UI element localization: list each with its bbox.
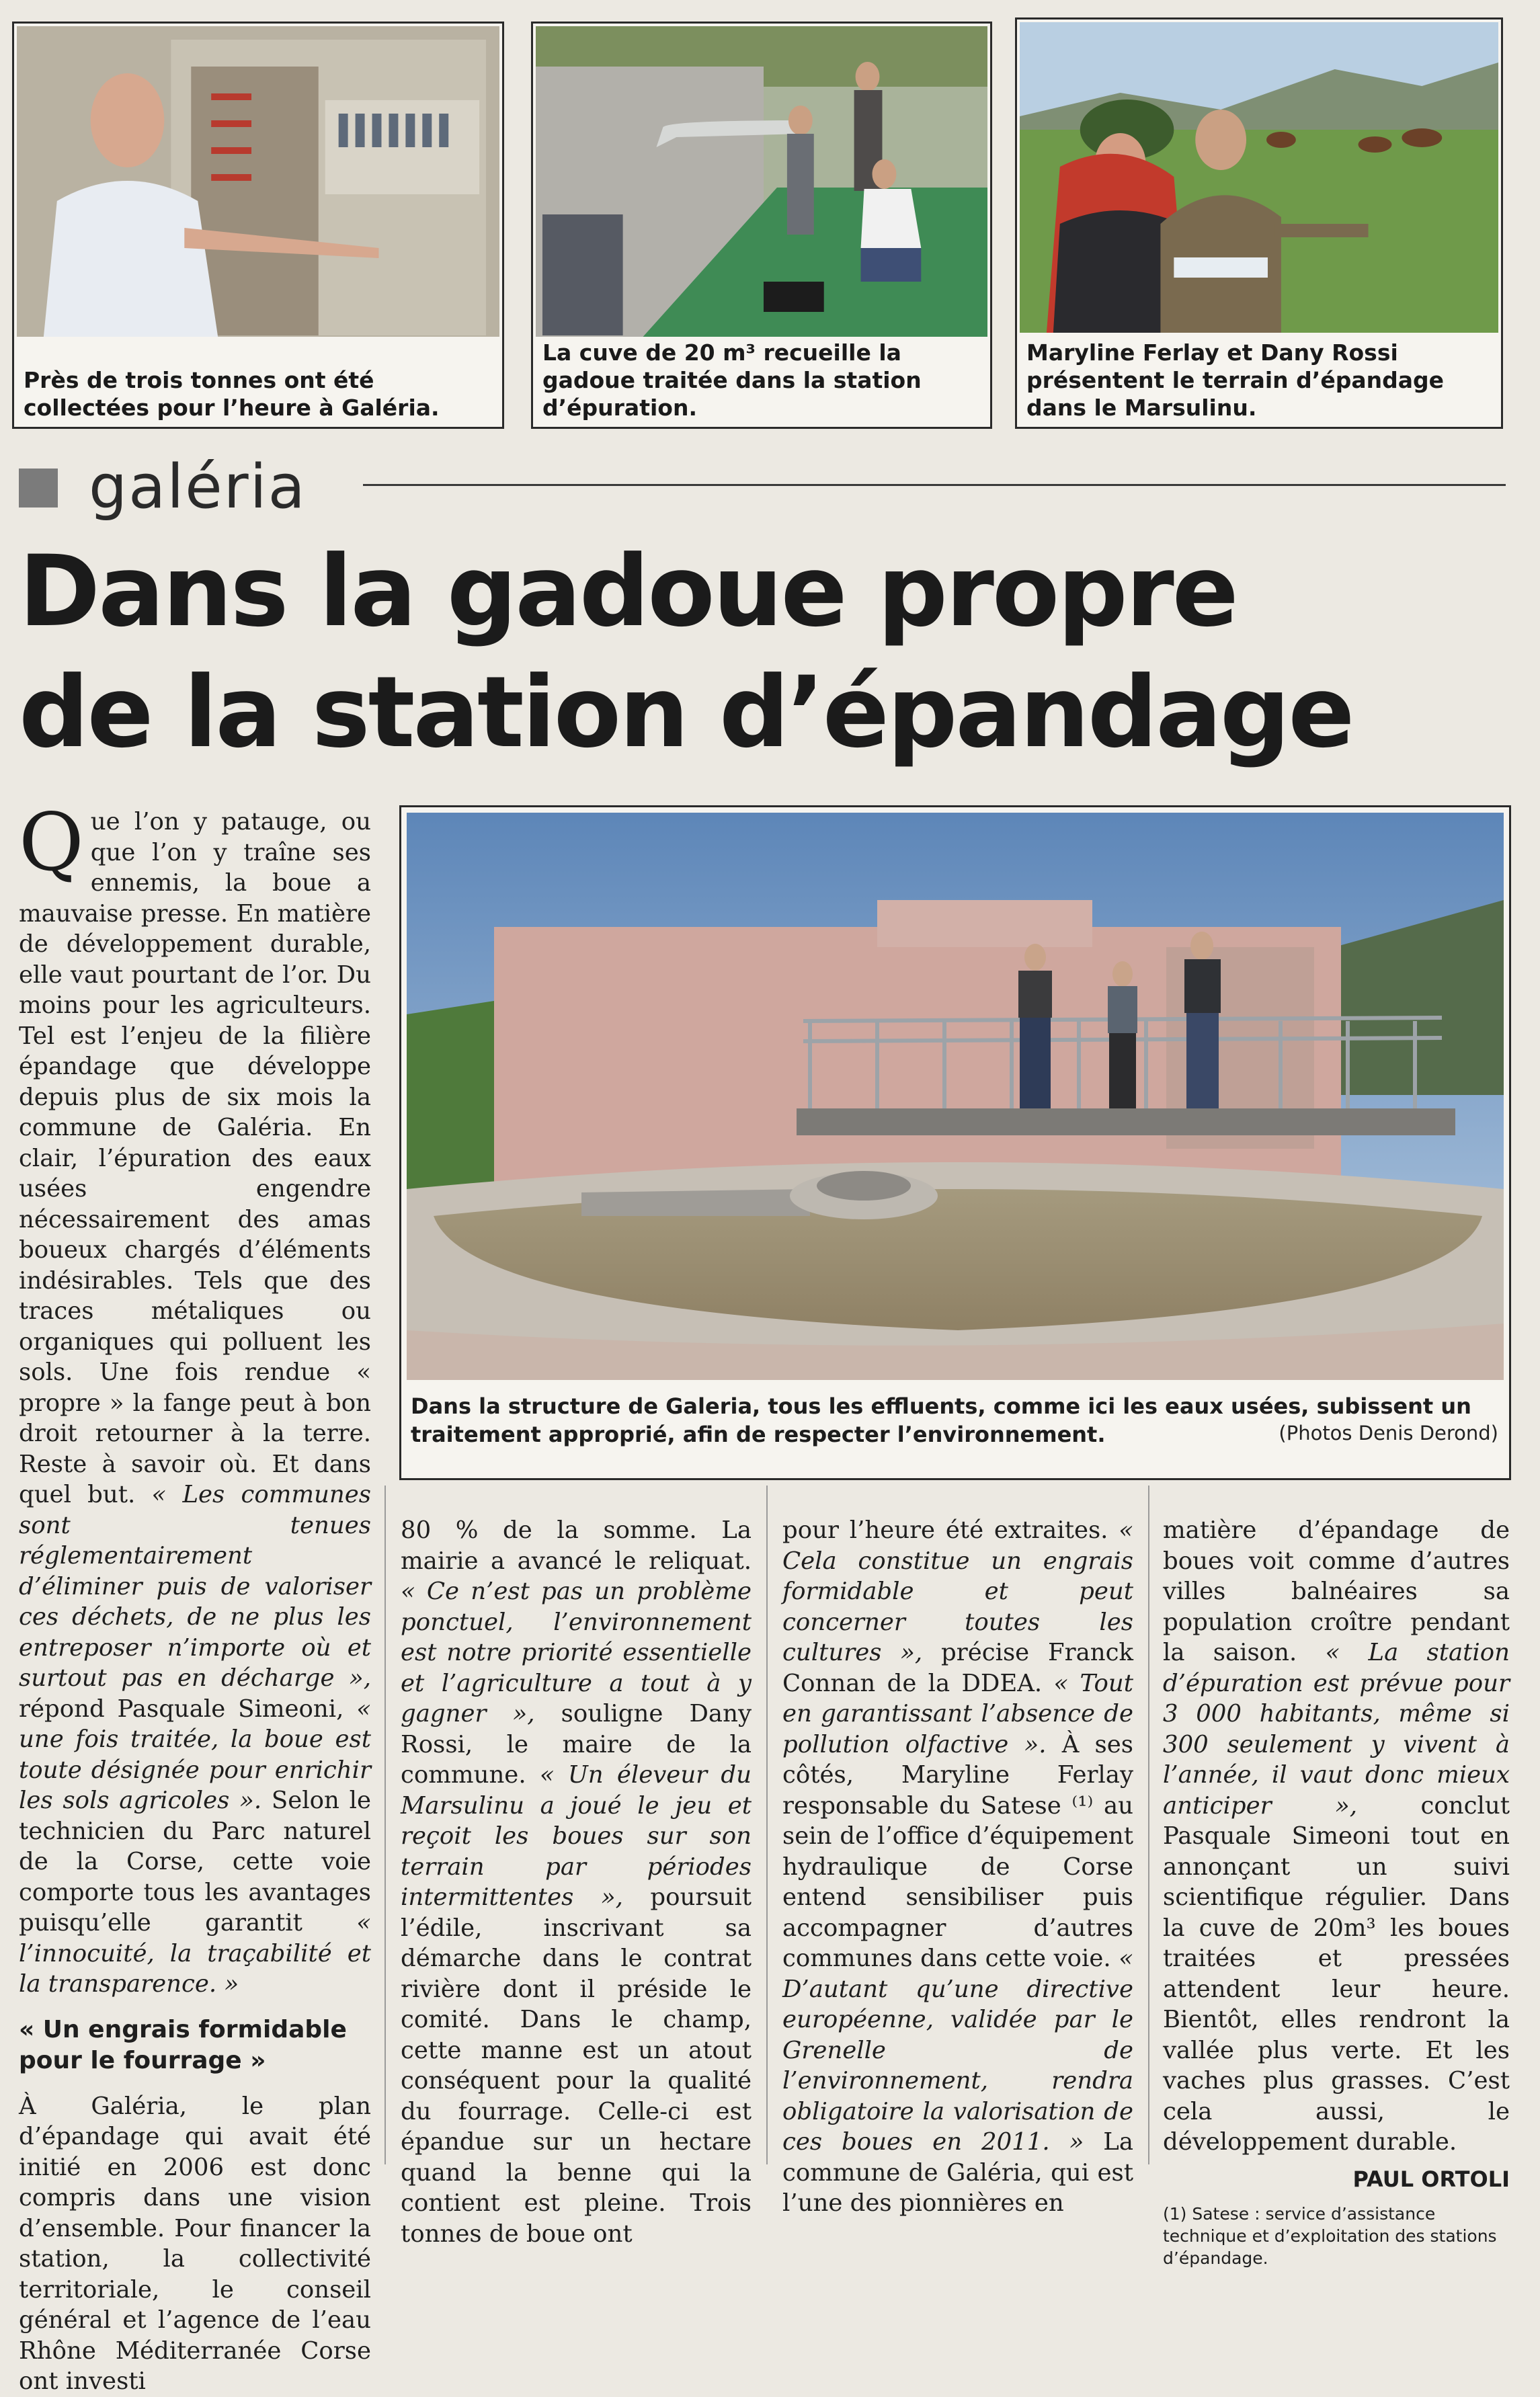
- intro-text: ue l’on y pataugе, ou que l’on y traîne ses ennemis, la boue a mauvaise presse. En matière de développement durable, elle vaut pourtant de l’or. Du moins pour les agriculteurs. Tel est l’enjeu de la filière épandage que développe depuis plus de six mois la commune de Galéria. En clair, l’épuration des eaux usées engendre nécessairement des amas boueux chargés d’éléments indésirables. Tels que des traces métaliques ou organiques qui polluent les sols. Une fois rendue « propre » la fange peut à bon droit retourner à la terre. Reste à savoir où. Et dans quel but.: [19, 808, 371, 1508]
- c4-text-2: conclut Pasquale Simeoni tout en annonçant un suivi scientifique régulier. Dans la cuve de 20m³ les boues traitées et pressées attendent leur heure. Bientôt, elles rendront la vallée plus verte. Et les vaches plus grasses. C’est cela aussi, le développement durable.: [1163, 1791, 1510, 2156]
- c3-text-1: pour l’heure été extraites.: [782, 1516, 1108, 1544]
- quote-connan: « Cela constitue un engrais formidable et peut concerner toutes les cultures »,: [782, 1516, 1133, 1666]
- intro-paragraph: [19, 796, 372, 2000]
- technicien-text: Selon le technicien du Parc naturel de la Corse, cette voie comporte tous les avantages puisqu’elle garantit: [19, 1787, 371, 1937]
- column-divider-1: [384, 1486, 386, 2164]
- article-column-4: [1163, 1515, 1510, 2269]
- article-subhead: « Un engrais formidable pour le fourrage »: [19, 2015, 347, 2074]
- quote-boue-traitee: « une fois traitée, la boue est toute désignée pour enrichir les sols agricoles ».: [19, 1695, 371, 1814]
- main-photo-panel: [399, 805, 1511, 1480]
- headline-line-1: Dans la gadoue propre: [19, 534, 1237, 649]
- article-headline: [19, 531, 1511, 773]
- photo-caption-1: Près de trois tonnes ont été collectées pour l’heure à Galéria.: [24, 367, 440, 421]
- quote-communes: « Les communes sont tenues réglementairement d’éliminer puis de valoriser ces déchets, de ne plus les entreposer n’importe où et surtout pas en décharge »,: [19, 1481, 372, 1692]
- headline-line-2: de la station d’épandage: [19, 655, 1353, 770]
- c4-text-1: matière d’épandage de boues voit comme d’autres villes balnéaires sa population croître pendant la saison.: [1163, 1516, 1510, 1666]
- c3-text-3: À ses côtés, Maryline Ferlay responsable du Satese ⁽¹⁾ au sein de l’office d’équipement hydraulique de Corse entend sensibiliser puis accompagner d’autres communes dans cette voie.: [782, 1730, 1133, 1972]
- c2-text-1: 80 % de la somme. La mairie a avancé le reliquat.: [401, 1516, 752, 1575]
- photo-panel-3: [1015, 17, 1503, 429]
- photo-caption-2: La cuve de 20 m³ recueille la gadoue traitée dans la station d’épuration.: [542, 339, 922, 421]
- photo-panel-2: [531, 22, 992, 429]
- quote-directive: « D’autant qu’une directive européenne, validée par le Grenelle de l’environnement, rendra obligatoire la valorisation de ces boues en 2011. »: [782, 1945, 1133, 2156]
- article-column-3: [782, 1515, 1133, 2219]
- photo-panel-1: [12, 22, 504, 429]
- photo-tank: [536, 26, 987, 337]
- quote-olfactive: « Tout en garantissant l’absence de pollution olfactive ».: [782, 1669, 1133, 1758]
- rubric-rule: [363, 484, 1506, 486]
- c2-text-3: poursuit l’édile, inscrivant sa démarche dans le contrat rivière dont il préside le comité. Dans le champ, cette manne est un atout conséquent pour la qualité du fourrage. Celle-ci est épandue sur un hectare quand la benne qui la contient est pleine. Trois tonnes de boue ont: [401, 1883, 752, 2248]
- photo-clarifier-basin: [407, 813, 1504, 1380]
- drop-cap: Q: [19, 796, 84, 889]
- section-rubric: galéria: [89, 452, 307, 522]
- quote-rossi-2: « Un éleveur du Marsulinu a joué le jeu et reçoit les boues sur son terrain par périodes intermittentes »,: [401, 1761, 752, 1911]
- c2-text-2: souligne Dany Rossi, le maire de la commune.: [401, 1700, 752, 1789]
- column-divider-3: [1148, 1486, 1149, 2164]
- photo-field: [1020, 22, 1498, 333]
- quote-innocuite: « l’innocuité, la traçabilité et la transparence. »: [19, 1909, 371, 1998]
- quote-station: « La station d’épuration est prévue pour 3 000 habitants, même si 300 seulement y vivent à l’année, il vaut donc mieux anticiper »,: [1163, 1639, 1510, 1820]
- author-signature: PAUL ORTOLI: [1352, 2166, 1510, 2192]
- rubric-marker: [19, 469, 58, 507]
- article-column-1: [19, 796, 372, 2397]
- quote-rossi-1: « Ce n’est pas un problème ponctuel, l’environnement est notre priorité essentielle et l’agriculture a tout à y gagner »,: [401, 1578, 752, 1728]
- column-divider-2: [766, 1486, 768, 2164]
- photo-credit: (Photos Denis Derond): [1279, 1422, 1498, 1445]
- attribution-simeoni: répond Pasquale Simeoni,: [19, 1695, 344, 1723]
- photo-control-panel: [17, 26, 499, 337]
- photo-caption-3: Maryline Ferlay et Dany Rossi présentent le terrain d’épandage dans le Marsulinu.: [1026, 339, 1444, 421]
- paragraph-financement: À Galéria, le plan d’épandage qui avait été initié en 2006 est donc compris dans une vision d’ensemble. Pour financer la station, la collectivité territoriale, le conseil général et l’agence de l’eau Rhône Méditerranée Corse ont investi: [19, 2092, 371, 2395]
- article-column-2: [401, 1515, 752, 2249]
- footnote-satese: (1) Satese : service d’assistance technique et d’exploitation des stations d’épandage.: [1163, 2204, 1497, 2268]
- c3-text-2: précise Franck Connan de la DDEA.: [782, 1639, 1133, 1697]
- main-photo-caption: Dans la structure de Galeria, tous les effluents, comme ici les eaux usées, subissent un traitement approprié, afin de respecter l’environnement.: [411, 1393, 1471, 1447]
- c3-text-4: La commune de Galéria, qui est l’une des pionnières en: [782, 2128, 1133, 2217]
